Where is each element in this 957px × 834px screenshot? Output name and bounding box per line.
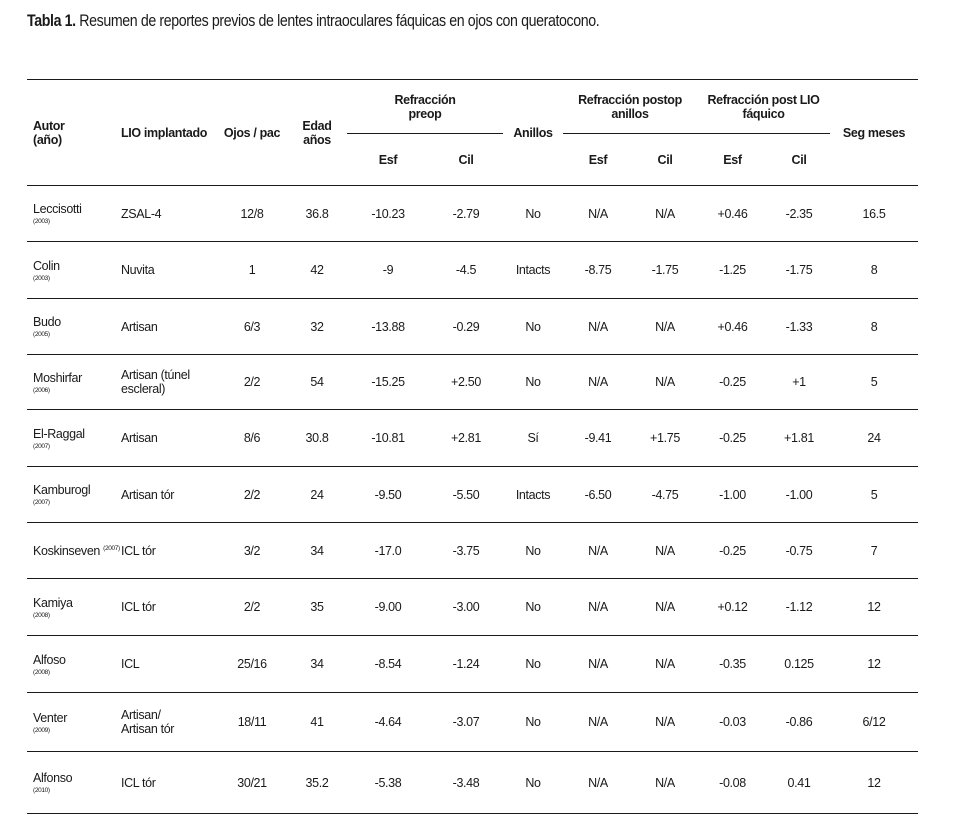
author-name: Kamiya (33, 595, 73, 610)
cell-edad: 36.8 (305, 206, 329, 221)
header-lio-cil: Cil (791, 152, 807, 167)
cell-pre-cil: -0.29 (452, 319, 480, 334)
header-postop-cil: Cil (657, 152, 673, 167)
cell-pre-cil: -3.07 (452, 715, 480, 729)
author-name: Alfoso (33, 652, 66, 667)
cell-autor (27, 693, 121, 752)
cell-edad: 34 (310, 543, 324, 558)
header-preop-cil: Cil (458, 152, 474, 167)
cell-post-cil: -4.75 (651, 487, 679, 502)
table-row (27, 186, 918, 242)
cell-ojos: 6/3 (243, 319, 261, 334)
cell-lio: ICL (121, 657, 140, 671)
cell-autor (27, 579, 121, 636)
cell-post-cil: -1.75 (651, 263, 679, 277)
cell-seg: 16.5 (862, 206, 886, 221)
cell-lio-cil: -1.12 (785, 600, 813, 614)
cell-ojos: 18/11 (237, 715, 267, 729)
cell-seg: 6/12 (862, 715, 886, 729)
cell-lio-esf: -0.03 (719, 715, 746, 729)
author-year: (2003) (33, 218, 50, 225)
cell-pre-esf: -4.64 (374, 715, 402, 729)
cell-seg: 24 (867, 431, 881, 445)
cell-post-esf: N/A (588, 543, 608, 558)
cell-pre-esf: -10.23 (371, 206, 405, 221)
cell-pre-cil: -3.48 (452, 775, 480, 790)
author-year: (2008) (33, 611, 50, 619)
cell-post-cil: N/A (655, 715, 675, 729)
cell-seg: 12 (867, 657, 881, 671)
cell-anillos: No (525, 775, 541, 790)
cell-pre-cil: -1.24 (452, 657, 480, 671)
cell-anillos: No (525, 600, 541, 614)
cell-pre-esf: -15.25 (371, 375, 405, 389)
cell-ojos: 2/2 (243, 487, 261, 502)
author-year: (2007) (103, 544, 120, 552)
author-name: Moshirfar (33, 370, 82, 385)
header-lio-esf: Esf (723, 152, 742, 167)
table-row (27, 523, 918, 579)
author-year: (2007) (33, 499, 50, 506)
cell-lio-cil: -1.75 (785, 263, 813, 277)
cell-seg: 8 (870, 263, 878, 277)
cell-seg: 5 (870, 487, 878, 502)
cell-pre-esf: -5.38 (374, 775, 402, 790)
cell-lio-cil: +1.81 (784, 431, 814, 445)
table-row (27, 752, 918, 814)
author-year: (2009) (33, 726, 50, 734)
cell-lio-cil: -1.33 (785, 319, 813, 334)
cell-pre-esf: -17.0 (374, 543, 402, 558)
cell-lio-esf: -0.25 (719, 375, 746, 389)
table-row (27, 299, 918, 355)
cell-post-cil: N/A (655, 206, 675, 221)
table-row (27, 410, 918, 467)
cell-lio-esf: +0.46 (717, 206, 748, 221)
cell-seg: 12 (867, 600, 881, 614)
cell-pre-cil: -5.50 (452, 487, 480, 502)
cell-autor (27, 410, 121, 467)
cell-anillos: No (525, 543, 541, 558)
cell-pre-esf: -9.00 (374, 600, 402, 614)
cell-lio: Artisan (túnel escleral) (121, 368, 190, 396)
header-postop-esf: Esf (588, 152, 608, 167)
cell-pre-esf: -8.54 (374, 657, 402, 671)
cell-seg: 7 (870, 543, 878, 558)
cell-ojos: 1 (248, 263, 256, 277)
cell-post-esf: N/A (588, 715, 608, 729)
cell-autor (27, 242, 121, 299)
cell-lio-cil: -1.00 (785, 487, 813, 502)
cell-edad: 54 (310, 375, 324, 389)
cell-autor (27, 467, 121, 523)
cell-autor (27, 636, 121, 693)
cell-ojos: 30/21 (237, 775, 267, 790)
cell-lio-esf: -0.08 (719, 775, 746, 790)
cell-post-esf: N/A (588, 206, 608, 221)
cell-ojos: 2/2 (243, 600, 261, 614)
cell-edad: 41 (310, 715, 324, 729)
author-year: (2008) (33, 668, 50, 676)
cell-post-esf: N/A (588, 775, 608, 790)
author-name: Budo (33, 315, 61, 329)
cell-lio: Artisan (121, 319, 158, 334)
author-name: Colin (33, 258, 60, 273)
author-name: Kamburogl (33, 483, 91, 497)
cell-lio-esf: -0.35 (719, 657, 746, 671)
header-lio: LIO implantado (121, 125, 208, 140)
cell-post-cil: N/A (655, 775, 675, 790)
cell-autor (27, 355, 121, 410)
author-name: Alfonso (33, 771, 73, 785)
cell-lio: ZSAL-4 (121, 206, 162, 221)
header-refraccion-postop-anillos: Refracción postop anillos (563, 80, 697, 134)
table-caption (27, 12, 599, 31)
cell-anillos: No (525, 319, 541, 334)
cell-anillos: Intacts (515, 263, 551, 277)
table-row (27, 467, 918, 523)
cell-pre-esf: -13.88 (371, 319, 405, 334)
cell-autor (27, 523, 121, 579)
cell-anillos: No (525, 206, 541, 221)
cell-anillos: Intacts (515, 487, 551, 502)
cell-edad: 42 (310, 263, 324, 277)
cell-autor (27, 299, 121, 355)
header-refraccion-post-lio: Refracción post LIO fáquico (697, 80, 830, 134)
cell-pre-cil: +2.81 (451, 431, 481, 445)
caption-label: Tabla 1. (27, 12, 76, 30)
cell-edad: 35.2 (305, 775, 329, 790)
table-row (27, 693, 918, 752)
table-row (27, 242, 918, 299)
cell-post-cil: N/A (655, 375, 675, 389)
header-edad: Edad años (302, 118, 332, 147)
cell-seg: 12 (867, 775, 881, 790)
header-anillos: Anillos (513, 125, 553, 140)
cell-pre-cil: -3.75 (452, 543, 480, 558)
cell-ojos: 3/2 (243, 543, 261, 558)
cell-edad: 30.8 (305, 431, 329, 445)
cell-lio-esf: -1.00 (719, 487, 746, 502)
cell-anillos: No (525, 657, 541, 671)
author-year: (2010) (33, 787, 50, 794)
cell-anillos: No (525, 375, 541, 389)
cell-lio-cil: -0.75 (785, 543, 813, 558)
cell-anillos: No (525, 715, 541, 729)
cell-post-cil: N/A (655, 657, 675, 671)
table-row (27, 355, 918, 410)
cell-lio: Artisan tór (121, 487, 175, 502)
cell-ojos: 25/16 (237, 657, 267, 671)
cell-pre-esf: -9 (382, 263, 394, 277)
author-name: Leccisotti (33, 202, 82, 216)
cell-lio-cil: +1 (792, 375, 806, 389)
cell-lio-cil: 0.41 (787, 775, 811, 790)
table-row (27, 579, 918, 636)
cell-lio-esf: -0.25 (719, 543, 746, 558)
author-name: Venter (33, 710, 68, 725)
cell-lio: Nuvita (121, 263, 155, 277)
cell-post-esf: -8.75 (584, 263, 612, 277)
cell-pre-esf: -9.50 (374, 487, 402, 502)
cell-lio-esf: -0.25 (719, 431, 746, 445)
cell-post-cil: N/A (655, 543, 675, 558)
cell-pre-esf: -10.81 (371, 431, 405, 445)
cell-edad: 34 (310, 657, 324, 671)
author-year: (2005) (33, 331, 50, 338)
cell-seg: 5 (870, 375, 878, 389)
cell-post-esf: N/A (588, 657, 608, 671)
cell-post-esf: N/A (588, 600, 608, 614)
cell-lio: Artisan (121, 431, 158, 445)
header-seg: Seg meses (842, 125, 906, 140)
cell-anillos: Sí (527, 431, 539, 445)
cell-ojos: 12/8 (240, 206, 264, 221)
cell-post-cil: N/A (655, 600, 675, 614)
cell-lio-cil: -0.86 (785, 715, 813, 729)
header-refraccion-preop: Refracción preop (347, 80, 503, 134)
author-year: (2007) (33, 442, 50, 450)
author-name: Koskinseven (33, 543, 101, 558)
cell-pre-cil: -2.79 (452, 206, 480, 221)
header-preop-esf: Esf (378, 152, 398, 167)
caption-text: Resumen de reportes previos de lentes intraoculares fáquicas en ojos con queratocono. (79, 12, 600, 30)
table-row (27, 636, 918, 693)
author-year: (2003) (33, 274, 50, 282)
cell-edad: 24 (310, 487, 324, 502)
cell-ojos: 2/2 (243, 375, 261, 389)
cell-post-esf: -9.41 (584, 431, 612, 445)
cell-lio-esf: +0.12 (717, 600, 748, 614)
cell-seg: 8 (870, 319, 878, 334)
cell-lio: ICL tór (121, 775, 156, 790)
cell-lio: Artisan/ Artisan tór (121, 708, 175, 736)
header-ojos: Ojos / pac (223, 125, 281, 140)
cell-lio-esf: -1.25 (719, 263, 746, 277)
cell-edad: 32 (310, 319, 324, 334)
cell-pre-cil: -3.00 (452, 600, 480, 614)
author-name: El-Raggal (33, 426, 85, 441)
cell-pre-cil: +2.50 (451, 375, 481, 389)
cell-post-esf: -6.50 (584, 487, 612, 502)
cell-lio-cil: 0.125 (784, 657, 814, 671)
cell-post-esf: N/A (588, 375, 608, 389)
author-year: (2006) (33, 386, 50, 394)
header-autor: Autor (año) (33, 118, 65, 147)
cell-edad: 35 (310, 600, 324, 614)
cell-post-cil: N/A (655, 319, 675, 334)
cell-pre-cil: -4.5 (455, 263, 477, 277)
cell-lio: ICL tór (121, 543, 156, 558)
cell-ojos: 8/6 (243, 431, 261, 445)
cell-post-esf: N/A (588, 319, 608, 334)
cell-autor (27, 752, 121, 814)
cell-post-cil: +1.75 (650, 431, 680, 445)
cell-autor (27, 186, 121, 242)
cell-lio-cil: -2.35 (785, 206, 813, 221)
cell-lio-esf: +0.46 (717, 319, 748, 334)
cell-lio: ICL tór (121, 600, 156, 614)
data-table (27, 79, 918, 814)
